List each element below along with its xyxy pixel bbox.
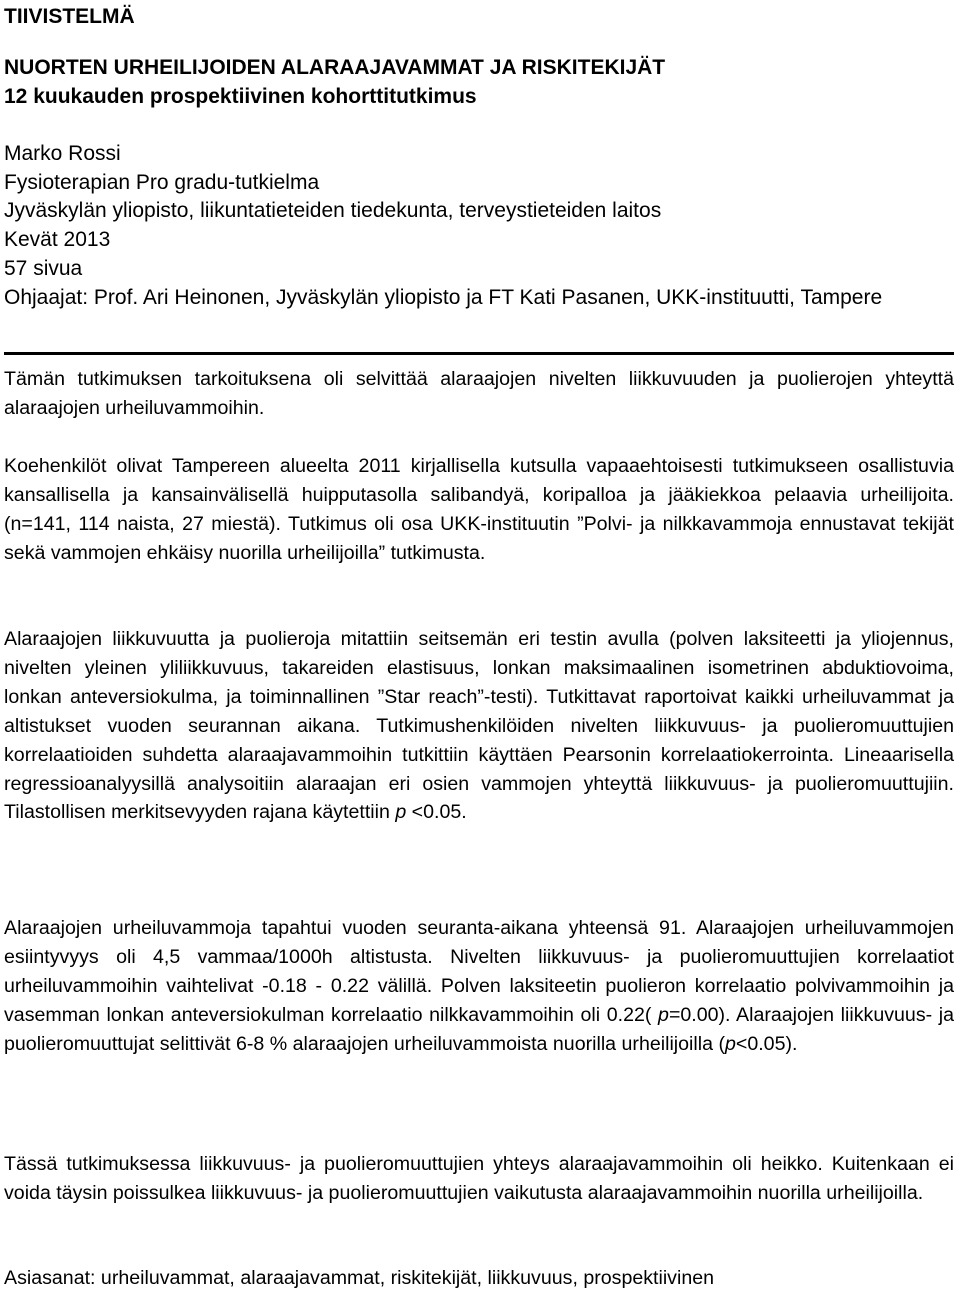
aim-paragraph: Tämän tutkimuksen tarkoituksena oli selvittää alaraajojen nivelten liikkuvuuden ja puolierojen yhteyttä alaraajojen urheiluvammoihin. [4,368,954,419]
thesis-type: Fysioterapian Pro gradu-tutkielma [4,170,320,194]
p-value-symbol: p [395,801,407,824]
p-value-symbol: p [724,1032,736,1055]
methods-text: Alaraajojen liikkuvuutta ja puolieroja mitattiin seitsemän eri testin avulla (polven laksiteetti ja yliojennus, nivelten yleinen yliliikkuvuus, takareiden elastisuus, lonkan maksimaalinen isometrinen abduktiovoima, lonkan anteversiokulma, ja toiminnallinen ”Star reach”-testi). Tutkittavat raportoivat kaikki urheiluvammat ja altistukset vuoden seurannan aikana. Tutkimushenkilöiden nivelten liikkuvuus- ja puolieromuuttujien korrelaatioiden suhdetta alaraajavammoihin tutkittiin käyttäen Pearsonin korrelaatiokerrointa. Lineaarisella regressioanalyysillä analysoitiin alaraajan eri osien vammojen yhteyttä liikkuvuus- ja puolieromuuttujiin. Tilastollisen merkitsevyyden rajana käytettiin [4,628,954,824]
subjects-paragraph: Koehenkilöt olivat Tampereen alueelta 2011 kirjallisella kutsulla vapaaehtoisesti tutkimukseen osallistuvia kansallisella ja kansainvälisellä huipputasolla salibandyä, koripalloa ja jääkiekkoa pelaavia urheilijoita. (n=141, 114 naista, 27 miestä). Tutkimus oli osa UKK-instituutin ”Polvi- ja nilkkavammoja ennustavat tekijät sekä vammojen ehkäisy nuorilla urheilijoilla” tutkimusta. [4,455,954,564]
results-text-1: Alaraajojen urheiluvammoja tapahtui vuoden seuranta-aikana yhteensä 91. Alaraajojen urheiluvammojen esiintyvyys oli 4,5 vammaa/1000h altistusta. Nivelten liikkuvuus- ja puolieromuuttujien korrelaatiot urheiluvammoihin vaihtelivat -0.18 - 0.22 välillä. Polven laksiteetin puolieron korrelaatio polvivammoihin ja vasemman lonkan anteversiokulman korrelaatio nilkkavammoihin oli 0.22( [4,917,954,1026]
results-text-2: =0.00). Alaraajojen liikkuvuus- ja puolieromuuttujat selittivät 6-8 % alaraajojen urheiluvammoista nuorilla urheilijoilla ( [4,1003,955,1055]
keywords-line: Asiasanat: urheiluvammat, alaraajavammat, riskitekijät, liikkuvuus, prospektiivinen [4,1267,715,1289]
supervisors: Ohjaajat: Prof. Ari Heinonen, Jyväskylän yliopisto ja FT Kati Pasanen, UKK-instituutti, Tampere [4,285,883,309]
thesis-metadata [4,140,954,312]
institution: Jyväskylän yliopisto, liikuntatieteiden tiedekunta, terveystieteiden laitos [4,199,662,223]
thesis-subtitle: 12 kuukauden prospektiivinen kohorttitutkimus [4,85,477,108]
term: Kevät 2013 [4,228,111,252]
page-count: 57 sivua [4,256,83,280]
results-paragraph [4,914,954,1059]
section-divider [4,352,954,355]
methods-paragraph [4,625,954,827]
author-name: Marko Rossi [4,142,121,165]
methods-threshold: <0.05. [406,801,467,824]
p-value-symbol: p [658,1003,669,1026]
results-text-3: <0.05). [735,1032,798,1055]
abstract-heading: TIIVISTELMÄ [4,5,135,28]
thesis-title: NUORTEN URHEILIJOIDEN ALARAAJAVAMMAT JA RISKITEKIJÄT [4,56,666,79]
conclusion-paragraph: Tässä tutkimuksessa liikkuvuus- ja puolieromuuttujien yhteys alaraajavammoihin oli heikko. Kuitenkaan ei voida täysin poissulkea liikkuvuus- ja puolieromuuttujien vaikutusta alaraajavammoihin nuorilla urheilijoilla. [4,1153,954,1204]
